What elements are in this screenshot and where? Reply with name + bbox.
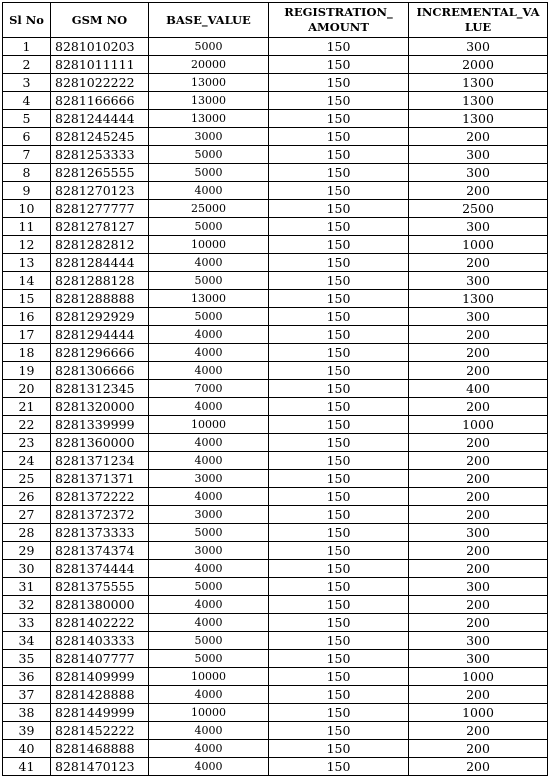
cell-sl-no: 24 [3,452,51,470]
cell-sl-no: 9 [3,182,51,200]
cell-registration-amount: 150 [269,560,409,578]
table-row [3,308,548,326]
cell-base-value: 5000 [149,308,269,326]
cell-base-value: 13000 [149,92,269,110]
cell-registration-amount: 150 [269,722,409,740]
cell-incremental-value: 200 [409,470,548,488]
cell-base-value: 13000 [149,110,269,128]
cell-base-value: 4000 [149,398,269,416]
cell-base-value: 5000 [149,650,269,668]
cell-sl-no: 35 [3,650,51,668]
cell-registration-amount: 150 [269,596,409,614]
cell-registration-amount: 150 [269,236,409,254]
cell-sl-no: 5 [3,110,51,128]
cell-registration-amount: 150 [269,704,409,722]
table-row [3,560,548,578]
cell-base-value: 13000 [149,290,269,308]
cell-incremental-value: 200 [409,326,548,344]
cell-registration-amount: 150 [269,74,409,92]
cell-gsm-no: 8281375555 [51,578,149,596]
table-row [3,362,548,380]
cell-sl-no: 11 [3,218,51,236]
cell-base-value: 5000 [149,272,269,290]
cell-base-value: 4000 [149,596,269,614]
table-row [3,506,548,524]
cell-gsm-no: 8281245245 [51,128,149,146]
cell-gsm-no: 8281294444 [51,326,149,344]
table-row [3,452,548,470]
cell-gsm-no: 8281277777 [51,200,149,218]
cell-gsm-no: 8281360000 [51,434,149,452]
cell-registration-amount: 150 [269,578,409,596]
cell-gsm-no: 8281296666 [51,344,149,362]
cell-registration-amount: 150 [269,218,409,236]
cell-base-value: 3000 [149,128,269,146]
gsm-number-table [2,2,548,776]
cell-incremental-value: 1300 [409,92,548,110]
cell-incremental-value: 200 [409,758,548,776]
cell-registration-amount: 150 [269,272,409,290]
cell-base-value: 4000 [149,488,269,506]
table-row [3,740,548,758]
cell-sl-no: 19 [3,362,51,380]
cell-gsm-no: 8281292929 [51,308,149,326]
cell-registration-amount: 150 [269,92,409,110]
cell-base-value: 10000 [149,668,269,686]
cell-base-value: 3000 [149,542,269,560]
cell-sl-no: 28 [3,524,51,542]
cell-registration-amount: 150 [269,434,409,452]
table-row [3,380,548,398]
table-row [3,722,548,740]
cell-incremental-value: 200 [409,596,548,614]
cell-gsm-no: 8281403333 [51,632,149,650]
cell-incremental-value: 400 [409,380,548,398]
cell-sl-no: 23 [3,434,51,452]
cell-sl-no: 30 [3,560,51,578]
header-base-value: BASE_VALUE [149,3,269,38]
table-header [3,3,548,38]
cell-incremental-value: 200 [409,398,548,416]
cell-registration-amount: 150 [269,344,409,362]
cell-sl-no: 1 [3,38,51,56]
header-sl-no: Sl No [3,3,51,38]
cell-base-value: 4000 [149,614,269,632]
table-body [3,38,548,776]
cell-incremental-value: 200 [409,128,548,146]
cell-incremental-value: 1300 [409,290,548,308]
cell-sl-no: 8 [3,164,51,182]
cell-base-value: 13000 [149,74,269,92]
cell-registration-amount: 150 [269,308,409,326]
cell-base-value: 3000 [149,506,269,524]
cell-sl-no: 12 [3,236,51,254]
cell-gsm-no: 8281372222 [51,488,149,506]
table-row [3,110,548,128]
cell-registration-amount: 150 [269,506,409,524]
cell-sl-no: 36 [3,668,51,686]
header-registration-amount: REGISTRATION_ AMOUNT [269,3,409,38]
cell-sl-no: 6 [3,128,51,146]
cell-base-value: 10000 [149,416,269,434]
cell-incremental-value: 200 [409,740,548,758]
table-row [3,236,548,254]
cell-incremental-value: 1000 [409,236,548,254]
cell-gsm-no: 8281380000 [51,596,149,614]
cell-registration-amount: 150 [269,110,409,128]
cell-incremental-value: 300 [409,524,548,542]
table-row [3,56,548,74]
cell-base-value: 4000 [149,740,269,758]
cell-gsm-no: 8281428888 [51,686,149,704]
cell-sl-no: 33 [3,614,51,632]
cell-incremental-value: 200 [409,254,548,272]
cell-base-value: 5000 [149,632,269,650]
cell-gsm-no: 8281022222 [51,74,149,92]
cell-registration-amount: 150 [269,686,409,704]
cell-sl-no: 41 [3,758,51,776]
cell-gsm-no: 8281278127 [51,218,149,236]
cell-incremental-value: 200 [409,362,548,380]
cell-base-value: 20000 [149,56,269,74]
cell-incremental-value: 300 [409,146,548,164]
cell-registration-amount: 150 [269,668,409,686]
table-row [3,614,548,632]
table-row [3,254,548,272]
cell-registration-amount: 150 [269,326,409,344]
cell-incremental-value: 200 [409,722,548,740]
cell-base-value: 4000 [149,452,269,470]
table-row [3,668,548,686]
table-row [3,146,548,164]
cell-gsm-no: 8281320000 [51,398,149,416]
cell-base-value: 5000 [149,218,269,236]
cell-sl-no: 39 [3,722,51,740]
cell-incremental-value: 200 [409,560,548,578]
table-row [3,38,548,56]
cell-gsm-no: 8281371234 [51,452,149,470]
cell-registration-amount: 150 [269,380,409,398]
table-row [3,326,548,344]
cell-incremental-value: 300 [409,38,548,56]
cell-gsm-no: 8281371371 [51,470,149,488]
cell-registration-amount: 150 [269,416,409,434]
cell-base-value: 5000 [149,38,269,56]
cell-base-value: 4000 [149,182,269,200]
table-row [3,578,548,596]
cell-incremental-value: 1000 [409,668,548,686]
cell-base-value: 4000 [149,254,269,272]
table-row [3,704,548,722]
cell-sl-no: 4 [3,92,51,110]
cell-base-value: 4000 [149,758,269,776]
cell-sl-no: 18 [3,344,51,362]
cell-gsm-no: 8281288888 [51,290,149,308]
cell-incremental-value: 1300 [409,74,548,92]
cell-sl-no: 2 [3,56,51,74]
table-row [3,272,548,290]
cell-gsm-no: 8281270123 [51,182,149,200]
table-row [3,650,548,668]
cell-gsm-no: 8281407777 [51,650,149,668]
cell-base-value: 25000 [149,200,269,218]
table-row [3,542,548,560]
cell-sl-no: 40 [3,740,51,758]
cell-registration-amount: 150 [269,542,409,560]
cell-gsm-no: 8281011111 [51,56,149,74]
table-row [3,290,548,308]
cell-incremental-value: 300 [409,272,548,290]
cell-gsm-no: 8281470123 [51,758,149,776]
cell-registration-amount: 150 [269,146,409,164]
cell-gsm-no: 8281372372 [51,506,149,524]
cell-incremental-value: 200 [409,434,548,452]
cell-gsm-no: 8281402222 [51,614,149,632]
cell-registration-amount: 150 [269,38,409,56]
cell-gsm-no: 8281284444 [51,254,149,272]
cell-base-value: 10000 [149,236,269,254]
cell-sl-no: 21 [3,398,51,416]
cell-sl-no: 38 [3,704,51,722]
cell-incremental-value: 300 [409,164,548,182]
cell-incremental-value: 300 [409,218,548,236]
table-row [3,74,548,92]
cell-registration-amount: 150 [269,164,409,182]
cell-sl-no: 16 [3,308,51,326]
cell-incremental-value: 200 [409,686,548,704]
cell-gsm-no: 8281010203 [51,38,149,56]
cell-sl-no: 32 [3,596,51,614]
cell-registration-amount: 150 [269,650,409,668]
cell-incremental-value: 200 [409,452,548,470]
cell-base-value: 3000 [149,470,269,488]
cell-incremental-value: 200 [409,488,548,506]
cell-incremental-value: 2000 [409,56,548,74]
cell-base-value: 10000 [149,704,269,722]
cell-base-value: 4000 [149,362,269,380]
cell-base-value: 4000 [149,722,269,740]
cell-sl-no: 13 [3,254,51,272]
cell-registration-amount: 150 [269,398,409,416]
cell-incremental-value: 300 [409,632,548,650]
cell-registration-amount: 150 [269,128,409,146]
cell-base-value: 5000 [149,164,269,182]
table-row [3,434,548,452]
table-row [3,128,548,146]
cell-gsm-no: 8281373333 [51,524,149,542]
table-row [3,524,548,542]
cell-sl-no: 37 [3,686,51,704]
table-row [3,344,548,362]
cell-gsm-no: 8281374444 [51,560,149,578]
cell-registration-amount: 150 [269,614,409,632]
cell-base-value: 4000 [149,326,269,344]
cell-incremental-value: 300 [409,308,548,326]
cell-registration-amount: 150 [269,470,409,488]
table-row [3,200,548,218]
cell-gsm-no: 8281282812 [51,236,149,254]
table-row [3,218,548,236]
cell-sl-no: 10 [3,200,51,218]
cell-registration-amount: 150 [269,740,409,758]
cell-base-value: 5000 [149,146,269,164]
cell-gsm-no: 8281312345 [51,380,149,398]
cell-incremental-value: 1000 [409,416,548,434]
cell-incremental-value: 1300 [409,110,548,128]
cell-base-value: 5000 [149,524,269,542]
table-row [3,596,548,614]
cell-gsm-no: 8281244444 [51,110,149,128]
cell-incremental-value: 200 [409,542,548,560]
header-incremental-value: INCREMENTAL_VA LUE [409,3,548,38]
cell-registration-amount: 150 [269,488,409,506]
table-row [3,398,548,416]
table-row [3,686,548,704]
cell-registration-amount: 150 [269,254,409,272]
cell-gsm-no: 8281339999 [51,416,149,434]
cell-registration-amount: 150 [269,452,409,470]
table-row [3,758,548,776]
cell-gsm-no: 8281265555 [51,164,149,182]
cell-incremental-value: 300 [409,650,548,668]
cell-sl-no: 29 [3,542,51,560]
table-row [3,632,548,650]
cell-gsm-no: 8281306666 [51,362,149,380]
cell-registration-amount: 150 [269,182,409,200]
cell-gsm-no: 8281166666 [51,92,149,110]
cell-gsm-no: 8281449999 [51,704,149,722]
cell-incremental-value: 200 [409,344,548,362]
cell-incremental-value: 200 [409,506,548,524]
cell-base-value: 4000 [149,434,269,452]
cell-sl-no: 20 [3,380,51,398]
header-row [3,3,548,38]
cell-sl-no: 27 [3,506,51,524]
cell-sl-no: 26 [3,488,51,506]
cell-incremental-value: 1000 [409,704,548,722]
table-row [3,416,548,434]
table-row [3,182,548,200]
cell-sl-no: 17 [3,326,51,344]
cell-base-value: 4000 [149,560,269,578]
cell-incremental-value: 300 [409,578,548,596]
table-row [3,92,548,110]
cell-gsm-no: 8281452222 [51,722,149,740]
table-row [3,164,548,182]
cell-gsm-no: 8281409999 [51,668,149,686]
cell-gsm-no: 8281253333 [51,146,149,164]
cell-registration-amount: 150 [269,362,409,380]
cell-base-value: 4000 [149,686,269,704]
cell-sl-no: 34 [3,632,51,650]
table-row [3,488,548,506]
cell-registration-amount: 150 [269,758,409,776]
cell-base-value: 4000 [149,344,269,362]
cell-sl-no: 14 [3,272,51,290]
cell-registration-amount: 150 [269,56,409,74]
cell-registration-amount: 150 [269,200,409,218]
cell-gsm-no: 8281468888 [51,740,149,758]
cell-gsm-no: 8281288128 [51,272,149,290]
cell-sl-no: 31 [3,578,51,596]
cell-sl-no: 15 [3,290,51,308]
cell-sl-no: 7 [3,146,51,164]
cell-sl-no: 3 [3,74,51,92]
cell-base-value: 5000 [149,578,269,596]
cell-registration-amount: 150 [269,290,409,308]
cell-registration-amount: 150 [269,632,409,650]
cell-incremental-value: 2500 [409,200,548,218]
cell-incremental-value: 200 [409,614,548,632]
cell-gsm-no: 8281374374 [51,542,149,560]
cell-incremental-value: 200 [409,182,548,200]
cell-registration-amount: 150 [269,524,409,542]
cell-sl-no: 25 [3,470,51,488]
cell-sl-no: 22 [3,416,51,434]
header-gsm-no: GSM NO [51,3,149,38]
cell-base-value: 7000 [149,380,269,398]
table-row [3,470,548,488]
